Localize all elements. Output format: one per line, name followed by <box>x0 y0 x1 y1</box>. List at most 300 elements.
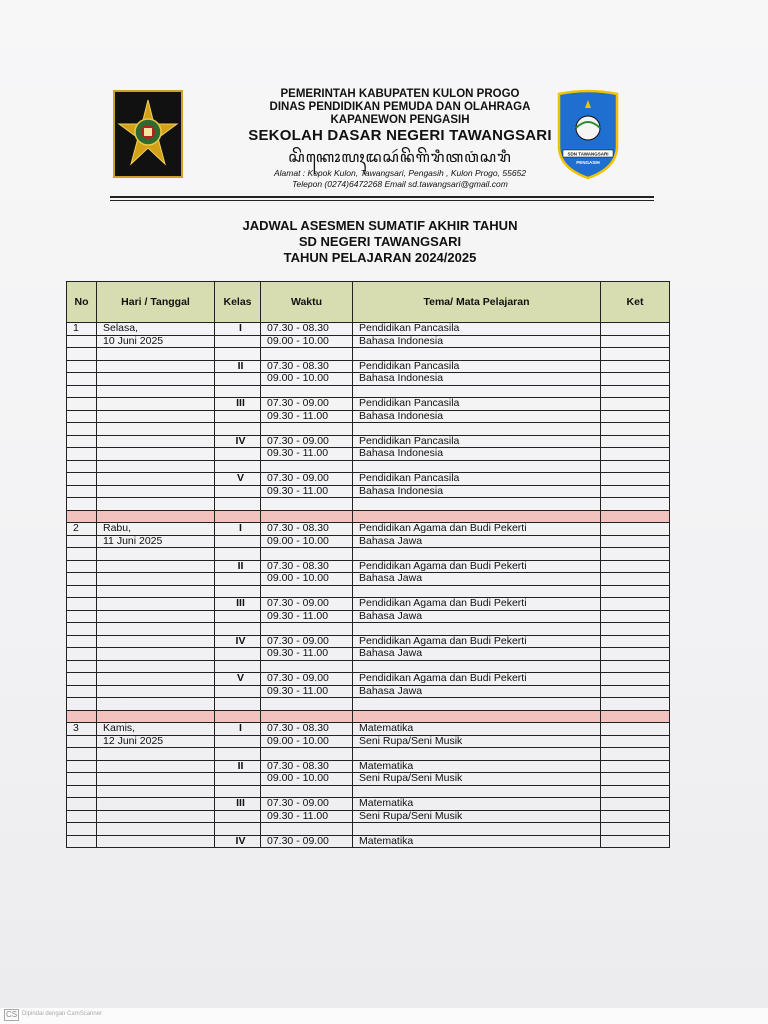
separator-cell <box>261 510 353 523</box>
day-number-cell <box>67 610 97 623</box>
empty-cell <box>67 748 97 761</box>
notes-cell <box>601 723 670 736</box>
schedule-body <box>67 323 670 848</box>
empty-cell <box>353 698 601 711</box>
empty-cell <box>353 585 601 598</box>
empty-cell <box>353 423 601 436</box>
time-cell: 09.00 - 10.00 <box>261 535 353 548</box>
notes-cell <box>601 373 670 386</box>
day-number-cell <box>67 598 97 611</box>
empty-cell <box>353 548 601 561</box>
subject-cell: Bahasa Jawa <box>353 535 601 548</box>
empty-cell <box>215 385 261 398</box>
day-number-cell: 1 <box>67 323 97 336</box>
time-cell: 09.00 - 10.00 <box>261 335 353 348</box>
empty-cell <box>353 460 601 473</box>
day-cell <box>97 560 215 573</box>
time-cell: 09.30 - 11.00 <box>261 610 353 623</box>
subject-cell: Seni Rupa/Seni Musik <box>353 735 601 748</box>
class-cell: IV <box>215 435 261 448</box>
empty-cell <box>601 498 670 511</box>
separator-cell <box>67 710 97 723</box>
class-cell <box>215 535 261 548</box>
subject-cell: Bahasa Indonesia <box>353 335 601 348</box>
empty-cell <box>97 548 215 561</box>
notes-cell <box>601 535 670 548</box>
class-cell <box>215 485 261 498</box>
day-number-cell <box>67 673 97 686</box>
day-number-cell <box>67 635 97 648</box>
letterhead-department: DINAS PENDIDIKAN PEMUDA DAN OLAHRAGA <box>269 101 531 113</box>
day-cell <box>97 448 215 461</box>
logo-right-text1: SDN TAWANGSARI <box>567 151 609 157</box>
class-cell: I <box>215 523 261 536</box>
separator-cell <box>97 510 215 523</box>
notes-cell <box>601 573 670 586</box>
class-cell: V <box>215 473 261 486</box>
day-number-cell <box>67 535 97 548</box>
empty-cell <box>215 660 261 673</box>
date-cell: 12 Juni 2025 <box>97 735 215 748</box>
col-header-no: No <box>67 282 97 323</box>
document-subtitle-year: TAHUN PELAJARAN 2024/2025 <box>283 250 477 265</box>
notes-cell <box>601 523 670 536</box>
time-cell: 07.30 - 09.00 <box>261 635 353 648</box>
class-cell <box>215 373 261 386</box>
empty-cell <box>215 548 261 561</box>
class-cell <box>215 685 261 698</box>
notes-cell <box>601 485 670 498</box>
subject-cell: Pendidikan Agama dan Budi Pekerti <box>353 523 601 536</box>
day-cell <box>97 485 215 498</box>
empty-cell <box>261 623 353 636</box>
day-number-cell <box>67 773 97 786</box>
day-number-cell <box>67 648 97 661</box>
class-cell: II <box>215 360 261 373</box>
empty-cell <box>215 623 261 636</box>
table-spacer-row <box>67 460 670 473</box>
empty-cell <box>215 348 261 361</box>
day-cell <box>97 635 215 648</box>
schedule-table <box>66 281 670 848</box>
table-row <box>67 673 670 686</box>
table-row <box>67 798 670 811</box>
class-cell <box>215 335 261 348</box>
col-header-subject: Tema/ Mata Pelajaran <box>353 282 601 323</box>
subject-cell: Bahasa Indonesia <box>353 373 601 386</box>
time-cell: 09.30 - 11.00 <box>261 810 353 823</box>
notes-cell <box>601 835 670 848</box>
table-spacer-row <box>67 623 670 636</box>
empty-cell <box>261 423 353 436</box>
col-header-notes: Ket <box>601 282 670 323</box>
date-cell: 10 Juni 2025 <box>97 335 215 348</box>
empty-cell <box>67 585 97 598</box>
day-cell <box>97 398 215 411</box>
separator-cell <box>601 510 670 523</box>
document-title: JADWAL ASESMEN SUMATIF AKHIR TAHUN <box>242 218 518 233</box>
empty-cell <box>261 823 353 836</box>
day-cell <box>97 685 215 698</box>
subject-cell: Pendidikan Pancasila <box>353 323 601 336</box>
time-cell: 09.00 - 10.00 <box>261 735 353 748</box>
time-cell: 09.30 - 11.00 <box>261 685 353 698</box>
notes-cell <box>601 610 670 623</box>
empty-cell <box>261 748 353 761</box>
empty-cell <box>67 660 97 673</box>
day-cell <box>97 598 215 611</box>
empty-cell <box>601 660 670 673</box>
time-cell: 09.00 - 10.00 <box>261 573 353 586</box>
empty-cell <box>261 698 353 711</box>
table-spacer-row <box>67 348 670 361</box>
day-cell <box>97 410 215 423</box>
notes-cell <box>601 760 670 773</box>
subject-cell: Bahasa Indonesia <box>353 485 601 498</box>
day-cell <box>97 573 215 586</box>
table-row <box>67 835 670 848</box>
empty-cell <box>353 623 601 636</box>
logo-right-text2: PENGASIH <box>576 160 600 165</box>
time-cell: 09.30 - 11.00 <box>261 648 353 661</box>
class-cell: II <box>215 560 261 573</box>
empty-cell <box>353 498 601 511</box>
table-spacer-row <box>67 698 670 711</box>
empty-cell <box>97 623 215 636</box>
day-separator-row <box>67 710 670 723</box>
day-number-cell <box>67 560 97 573</box>
empty-cell <box>601 460 670 473</box>
day-number-cell <box>67 448 97 461</box>
empty-cell <box>97 498 215 511</box>
empty-cell <box>601 823 670 836</box>
table-row <box>67 610 670 623</box>
day-separator-row <box>67 510 670 523</box>
empty-cell <box>601 698 670 711</box>
empty-cell <box>97 660 215 673</box>
time-cell: 09.30 - 11.00 <box>261 410 353 423</box>
empty-cell <box>261 385 353 398</box>
class-cell <box>215 610 261 623</box>
time-cell: 09.30 - 11.00 <box>261 485 353 498</box>
day-number-cell <box>67 810 97 823</box>
table-row <box>67 473 670 486</box>
notes-cell <box>601 448 670 461</box>
time-cell: 07.30 - 08.30 <box>261 560 353 573</box>
class-cell: IV <box>215 835 261 848</box>
table-row <box>67 435 670 448</box>
empty-cell <box>353 385 601 398</box>
day-name-cell: Selasa, <box>97 323 215 336</box>
day-cell <box>97 473 215 486</box>
time-cell: 07.30 - 09.00 <box>261 798 353 811</box>
table-spacer-row <box>67 660 670 673</box>
table-row <box>67 810 670 823</box>
empty-cell <box>601 748 670 761</box>
table-spacer-row <box>67 585 670 598</box>
subject-cell: Pendidikan Agama dan Budi Pekerti <box>353 673 601 686</box>
empty-cell <box>601 423 670 436</box>
day-number-cell <box>67 685 97 698</box>
time-cell: 07.30 - 09.00 <box>261 673 353 686</box>
table-spacer-row <box>67 548 670 561</box>
subject-cell: Bahasa Jawa <box>353 648 601 661</box>
time-cell: 07.30 - 09.00 <box>261 473 353 486</box>
empty-cell <box>601 348 670 361</box>
separator-cell <box>215 710 261 723</box>
class-cell <box>215 735 261 748</box>
regency-emblem-icon <box>115 92 181 176</box>
empty-cell <box>261 498 353 511</box>
empty-cell <box>97 385 215 398</box>
time-cell: 07.30 - 08.30 <box>261 723 353 736</box>
empty-cell <box>601 623 670 636</box>
table-row <box>67 735 670 748</box>
class-cell <box>215 810 261 823</box>
notes-cell <box>601 773 670 786</box>
time-cell: 09.00 - 10.00 <box>261 773 353 786</box>
notes-cell <box>601 598 670 611</box>
class-cell: IV <box>215 635 261 648</box>
table-row <box>67 398 670 411</box>
separator-cell <box>353 510 601 523</box>
empty-cell <box>215 460 261 473</box>
table-row <box>67 598 670 611</box>
day-cell <box>97 798 215 811</box>
table-spacer-row <box>67 748 670 761</box>
table-header-row <box>67 282 670 323</box>
letterhead-divider-thick <box>110 196 654 198</box>
day-number-cell <box>67 835 97 848</box>
class-cell: III <box>215 398 261 411</box>
empty-cell <box>353 823 601 836</box>
notes-cell <box>601 560 670 573</box>
day-number-cell <box>67 373 97 386</box>
table-spacer-row <box>67 423 670 436</box>
scanner-footer <box>0 1008 768 1024</box>
day-cell <box>97 648 215 661</box>
time-cell: 07.30 - 08.30 <box>261 523 353 536</box>
notes-cell <box>601 635 670 648</box>
day-number-cell: 2 <box>67 523 97 536</box>
camscanner-logo: CS <box>6 1010 18 1019</box>
table-spacer-row <box>67 785 670 798</box>
time-cell: 09.00 - 10.00 <box>261 373 353 386</box>
subject-cell: Bahasa Indonesia <box>353 410 601 423</box>
notes-cell <box>601 798 670 811</box>
empty-cell <box>261 785 353 798</box>
day-number-cell <box>67 798 97 811</box>
day-number-cell <box>67 398 97 411</box>
table-spacer-row <box>67 823 670 836</box>
empty-cell <box>353 660 601 673</box>
empty-cell <box>67 785 97 798</box>
day-cell <box>97 610 215 623</box>
day-number-cell <box>67 435 97 448</box>
table-row <box>67 573 670 586</box>
document-subtitle-school: SD NEGERI TAWANGSARI <box>298 234 462 249</box>
empty-cell <box>67 623 97 636</box>
subject-cell: Bahasa Jawa <box>353 573 601 586</box>
table-row <box>67 485 670 498</box>
empty-cell <box>353 785 601 798</box>
camscanner-caption: Dipindai dengan CamScanner <box>22 1011 103 1017</box>
subject-cell: Matematika <box>353 760 601 773</box>
table-row <box>67 410 670 423</box>
day-cell <box>97 835 215 848</box>
class-cell: III <box>215 798 261 811</box>
class-cell <box>215 773 261 786</box>
empty-cell <box>97 423 215 436</box>
notes-cell <box>601 473 670 486</box>
empty-cell <box>353 748 601 761</box>
notes-cell <box>601 435 670 448</box>
day-number-cell <box>67 735 97 748</box>
letterhead-divider-thin <box>110 200 654 201</box>
letterhead-javanese-script: ꦱꦼꦏꦺꦴꦭꦃꦢꦱꦂꦤꦼꦒꦼꦫꦶꦠꦮꦁꦱꦫꦶ <box>288 148 512 166</box>
subject-cell: Pendidikan Pancasila <box>353 473 601 486</box>
subject-cell: Bahasa Jawa <box>353 685 601 698</box>
time-cell: 09.30 - 11.00 <box>261 448 353 461</box>
empty-cell <box>97 823 215 836</box>
subject-cell: Matematika <box>353 835 601 848</box>
empty-cell <box>261 460 353 473</box>
subject-cell: Pendidikan Pancasila <box>353 435 601 448</box>
empty-cell <box>97 698 215 711</box>
empty-cell <box>67 460 97 473</box>
day-cell <box>97 760 215 773</box>
empty-cell <box>601 548 670 561</box>
day-cell <box>97 360 215 373</box>
separator-cell <box>261 710 353 723</box>
subject-cell: Pendidikan Pancasila <box>353 398 601 411</box>
empty-cell <box>215 785 261 798</box>
day-cell <box>97 773 215 786</box>
day-number-cell <box>67 485 97 498</box>
table-row <box>67 560 670 573</box>
table-row <box>67 323 670 336</box>
table-row <box>67 648 670 661</box>
subject-cell: Seni Rupa/Seni Musik <box>353 773 601 786</box>
subject-cell: Seni Rupa/Seni Musik <box>353 810 601 823</box>
table-row <box>67 335 670 348</box>
subject-cell: Pendidikan Agama dan Budi Pekerti <box>353 560 601 573</box>
table-row <box>67 635 670 648</box>
empty-cell <box>215 748 261 761</box>
col-header-time: Waktu <box>261 282 353 323</box>
empty-cell <box>601 585 670 598</box>
subject-cell: Pendidikan Pancasila <box>353 360 601 373</box>
day-number-cell <box>67 360 97 373</box>
table-row <box>67 685 670 698</box>
table-row <box>67 535 670 548</box>
day-number-cell <box>67 410 97 423</box>
table-row <box>67 448 670 461</box>
empty-cell <box>97 348 215 361</box>
separator-cell <box>67 510 97 523</box>
empty-cell <box>261 348 353 361</box>
table-row <box>67 760 670 773</box>
empty-cell <box>261 585 353 598</box>
day-number-cell <box>67 573 97 586</box>
empty-cell <box>97 748 215 761</box>
table-row <box>67 773 670 786</box>
day-number-cell: 3 <box>67 723 97 736</box>
notes-cell <box>601 360 670 373</box>
separator-cell <box>601 710 670 723</box>
table-row <box>67 373 670 386</box>
empty-cell <box>215 585 261 598</box>
notes-cell <box>601 685 670 698</box>
notes-cell <box>601 673 670 686</box>
subject-cell: Pendidikan Agama dan Budi Pekerti <box>353 635 601 648</box>
day-number-cell <box>67 335 97 348</box>
empty-cell <box>353 348 601 361</box>
empty-cell <box>97 785 215 798</box>
empty-cell <box>67 823 97 836</box>
class-cell <box>215 573 261 586</box>
empty-cell <box>67 348 97 361</box>
class-cell <box>215 448 261 461</box>
subject-cell: Pendidikan Agama dan Budi Pekerti <box>353 598 601 611</box>
col-header-day-date: Hari / Tanggal <box>97 282 215 323</box>
empty-cell <box>215 698 261 711</box>
notes-cell <box>601 648 670 661</box>
empty-cell <box>601 385 670 398</box>
empty-cell <box>67 698 97 711</box>
class-cell <box>215 410 261 423</box>
class-cell: III <box>215 598 261 611</box>
separator-cell <box>353 710 601 723</box>
empty-cell <box>97 460 215 473</box>
day-name-cell: Rabu, <box>97 523 215 536</box>
notes-cell <box>601 323 670 336</box>
day-cell <box>97 435 215 448</box>
notes-cell <box>601 410 670 423</box>
notes-cell <box>601 398 670 411</box>
table-spacer-row <box>67 498 670 511</box>
time-cell: 07.30 - 08.30 <box>261 360 353 373</box>
empty-cell <box>67 498 97 511</box>
table-row <box>67 360 670 373</box>
class-cell: V <box>215 673 261 686</box>
time-cell: 07.30 - 08.30 <box>261 323 353 336</box>
letterhead-school-name: SEKOLAH DASAR NEGERI TAWANGSARI <box>248 127 552 144</box>
subject-cell: Matematika <box>353 798 601 811</box>
day-number-cell <box>67 760 97 773</box>
subject-cell: Matematika <box>353 723 601 736</box>
class-cell: I <box>215 723 261 736</box>
class-cell: II <box>215 760 261 773</box>
empty-cell <box>97 585 215 598</box>
letterhead-address: Alamat : Kopok Kulon, Tawangsari, Pengasih , Kulon Progo, 55652 <box>273 168 527 178</box>
time-cell: 07.30 - 09.00 <box>261 398 353 411</box>
time-cell: 07.30 - 09.00 <box>261 835 353 848</box>
empty-cell <box>261 548 353 561</box>
subject-cell: Bahasa Jawa <box>353 610 601 623</box>
class-cell: I <box>215 323 261 336</box>
empty-cell <box>67 548 97 561</box>
time-cell: 07.30 - 09.00 <box>261 598 353 611</box>
notes-cell <box>601 335 670 348</box>
table-row <box>67 723 670 736</box>
notes-cell <box>601 810 670 823</box>
table-spacer-row <box>67 385 670 398</box>
letterhead-government: PEMERINTAH KABUPATEN KULON PROGO <box>280 88 520 100</box>
table-row <box>67 523 670 536</box>
day-number-cell <box>67 473 97 486</box>
subject-cell: Bahasa Indonesia <box>353 448 601 461</box>
